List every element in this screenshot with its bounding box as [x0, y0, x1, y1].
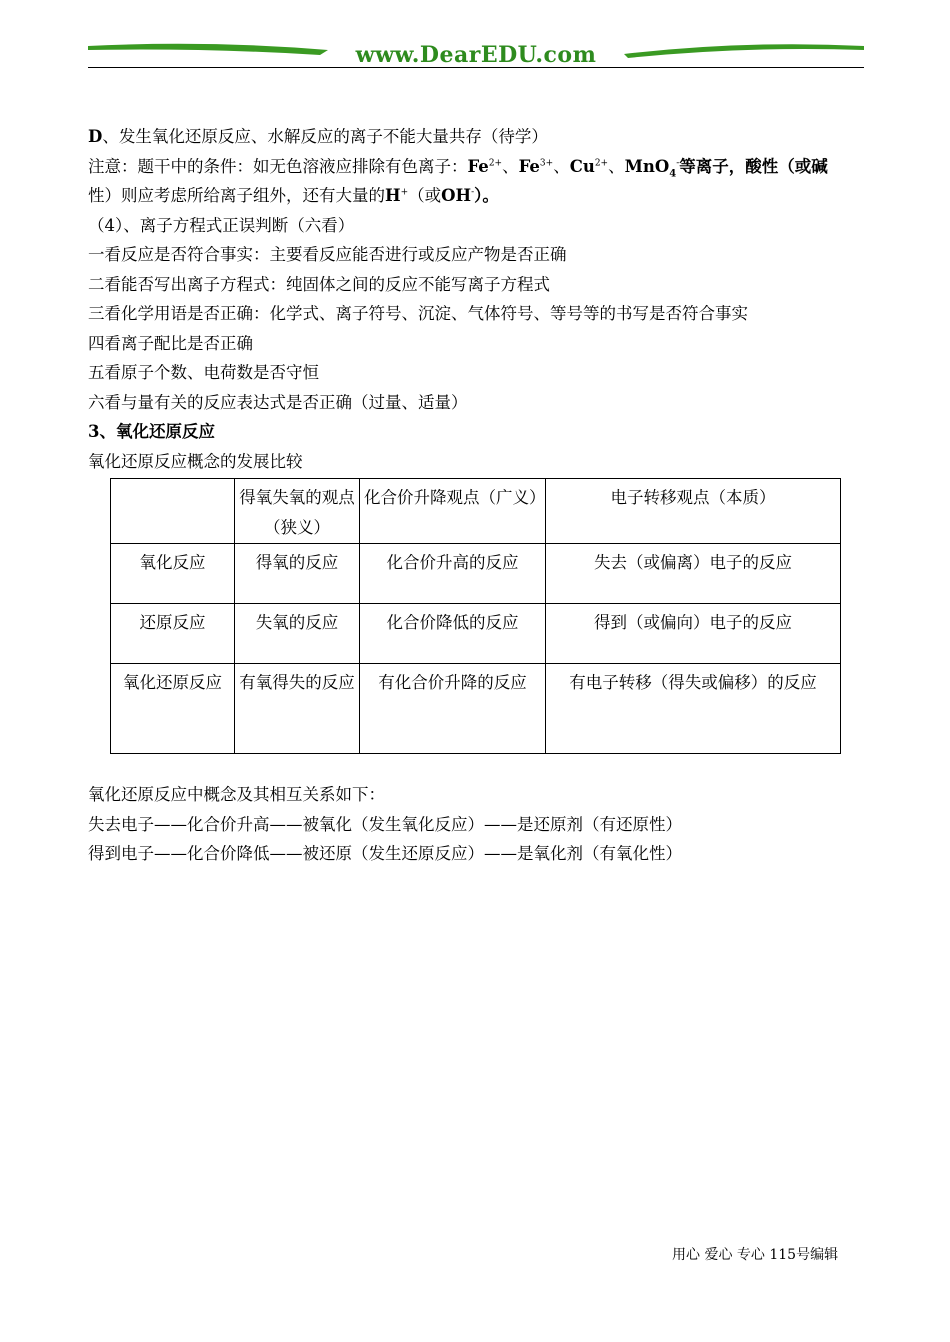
ion-oh: OH [441, 186, 472, 205]
ion-fe3: Fe [518, 156, 540, 176]
section-3-heading: 3、氧化还原反应 [88, 422, 215, 441]
ion-oh-charge: - [471, 187, 475, 198]
note2-mid: （或 [408, 186, 442, 205]
check-3: 三看化学用语是否正确：化学式、离子符号、沉淀、气体符号、等号等的书写是否符合事实 [88, 304, 748, 323]
relation-2: 得到电子——化合价降低——被还原（发生还原反应）——是氧化剂（有氧化性） [88, 844, 682, 863]
ion-mno4: MnO [624, 156, 670, 176]
ion-h-charge: + [400, 187, 409, 198]
table-header-cell: 得氧失氧的观点（狭义） [235, 479, 360, 544]
table-header-cell: 化合价升降观点（广义） [360, 479, 546, 544]
ion-cu-charge: 2+ [594, 158, 609, 168]
table-cell: 有电子转移（得失或偏移）的反应 [546, 664, 841, 754]
check-5: 五看原子个数、电荷数是否守恒 [88, 363, 319, 382]
ion-h: H [385, 186, 401, 205]
ion-fe2: Fe [467, 156, 489, 176]
header-rule [88, 67, 864, 68]
relations-block [88, 780, 868, 869]
line-d [88, 122, 868, 152]
note2-end: ）。 [474, 186, 499, 205]
table-cell: 化合价升高的反应 [360, 544, 546, 604]
page-footer: 用心 爱心 专心 115号编辑 [672, 1247, 839, 1263]
section-4-heading: （4）、离子方程式正误判断（六看） [88, 215, 355, 235]
ion-mno4-charge: - [676, 158, 680, 168]
check-1: 一看反应是否符合事实：主要看反应能否进行或反应产物是否正确 [88, 245, 567, 264]
table-row [111, 544, 841, 604]
table-cell: 还原反应 [111, 604, 235, 664]
table-cell: 有化合价升降的反应 [360, 664, 546, 754]
table-header-cell [111, 479, 235, 544]
comparison-table [110, 478, 841, 754]
main-content [88, 122, 868, 476]
d-text: 、发生氧化还原反应、水解反应的离子不能大量共存（待学） [102, 127, 548, 146]
table-cell: 有氧得失的反应 [235, 664, 360, 754]
ion-mno4-sub: 4 [669, 167, 677, 179]
note2-prefix: 性）则应考虑所给离子组外，还有大量的 [88, 186, 385, 205]
check-2: 二看能否写出离子方程式：纯固体之间的反应不能写离子方程式 [88, 274, 550, 294]
table-cell: 化合价降低的反应 [360, 604, 546, 664]
table-cell: 得氧的反应 [235, 544, 360, 604]
ion-cu: Cu [569, 156, 595, 176]
table-cell: 失去（或偏离）电子的反应 [546, 544, 841, 604]
table-row [111, 604, 841, 664]
ion-fe2-charge: 2+ [488, 158, 503, 168]
ion-fe3-charge: 3+ [539, 158, 554, 168]
table-cell: 得到（或偏向）电子的反应 [546, 604, 841, 664]
note-prefix: 注意：题干中的条件：如无色溶液应排除有色离子： [88, 156, 468, 176]
relation-1: 失去电子——化合价升高——被氧化（发生氧化反应）——是还原剂（有还原性） [88, 814, 682, 834]
table-row [111, 664, 841, 754]
table-caption: 氧化还原反应概念的发展比较 [88, 451, 303, 471]
table-cell: 氧化还原反应 [111, 664, 235, 754]
line-note2 [88, 181, 868, 211]
d-label: D [88, 127, 103, 146]
site-logo-text[interactable]: www.DearEDU.com [355, 42, 597, 68]
table-cell: 失氧的反应 [235, 604, 360, 664]
note-suffix: 等离子，酸性（或碱 [679, 156, 828, 176]
table-header-row [111, 479, 841, 544]
check-4: 四看离子配比是否正确 [88, 333, 253, 353]
check-6: 六看与量有关的反应表达式是否正确（过量、适量） [88, 392, 468, 412]
table-header-cell: 电子转移观点（本质） [546, 479, 841, 544]
table-cell: 氧化反应 [111, 544, 235, 604]
relation-title: 氧化还原反应中概念及其相互关系如下： [88, 785, 385, 804]
line-note: 注意：题干中的条件：如无色溶液应排除有色离子：$Fe^{2+}$、$Fe^{3+}$、$Cu^{2+}$、MnO$_4$-等离子，酸性（或碱 [88, 156, 828, 179]
